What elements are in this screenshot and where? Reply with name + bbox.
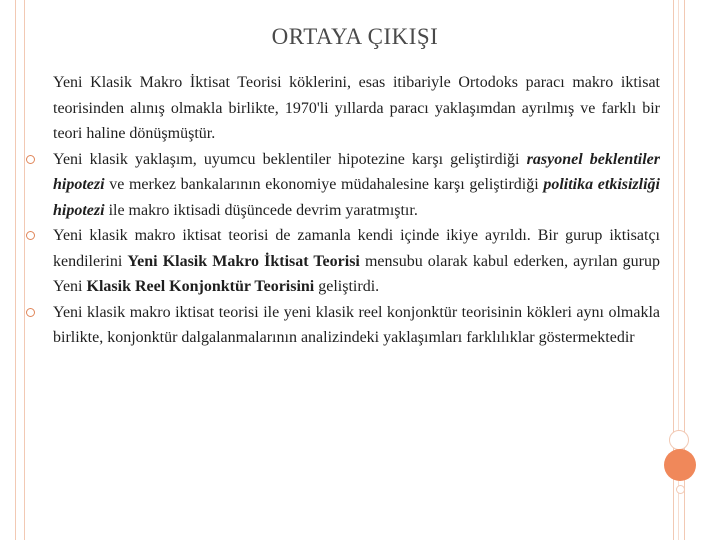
paragraph-2-text-cont: ve merkez bankalarının ekonomiye müdahalesine karşı geliştirdiği	[104, 176, 544, 193]
real-business-cycle-term: Klasik Reel Konjonktür Teorisini	[86, 278, 315, 295]
bullet-circle-icon	[26, 308, 35, 317]
paragraph-2-text-end: ile makro iktisadi düşüncede devrim yaratmıştır.	[104, 201, 418, 219]
paragraph-3-text-end: geliştirdi.	[314, 278, 380, 295]
orange-circle-decoration	[664, 449, 696, 481]
new-classical-macro-term: Yeni Klasik Makro İktisat Teorisi	[127, 252, 360, 270]
paragraph-2	[53, 147, 660, 224]
bullet-circle-icon	[26, 231, 35, 240]
paragraph-3-text-cont: mensubu olarak kabul ederken, ayrılan gurup Yeni	[53, 252, 660, 295]
rational-expectations-term: rasyonel beklentiler hipotezi	[53, 150, 660, 193]
paragraph-3-text: Yeni klasik makro iktisat teorisi de zamanla kendi içinde ikiye ayrıldı. Bir gurup iktisatçı kendilerini	[53, 227, 660, 270]
policy-ineffectiveness-term: politika etkisizliği hipotezi	[53, 176, 660, 219]
small-circle-decoration	[669, 430, 689, 450]
paragraph-3	[53, 223, 660, 300]
slide-body	[53, 70, 660, 351]
paragraph-1-text: Yeni Klasik Makro İktisat Teorisi köklerini, esas itibariyle Ortodoks paracı makro iktisat teorisinden alınış olmakla birlikte, 1970'li yıllarda paracı yaklaşımdan ayrılmış ve farklı bir teori haline dönüşmüştür.	[53, 74, 660, 142]
paragraph-4-text: Yeni klasik makro iktisat teorisi ile yeni klasik reel konjonktür teorisinin kökleri aynı olmakla birlikte, konjonktür dalgalanmalarının analizindeki yaklaşımları farklılıklar göstermektedir	[53, 303, 660, 346]
bullet-circle-icon	[26, 155, 35, 164]
left-frame-border	[15, 0, 25, 540]
paragraph-4	[53, 300, 660, 351]
tiny-circle-decoration	[676, 485, 685, 494]
paragraph-2-text: Yeni klasik yaklaşım, uyumcu beklentiler hipotezine karşı geliştirdiği	[53, 150, 527, 168]
slide-title: ORTAYA ÇIKIŞI	[271, 24, 439, 49]
paragraph-1	[53, 70, 660, 147]
